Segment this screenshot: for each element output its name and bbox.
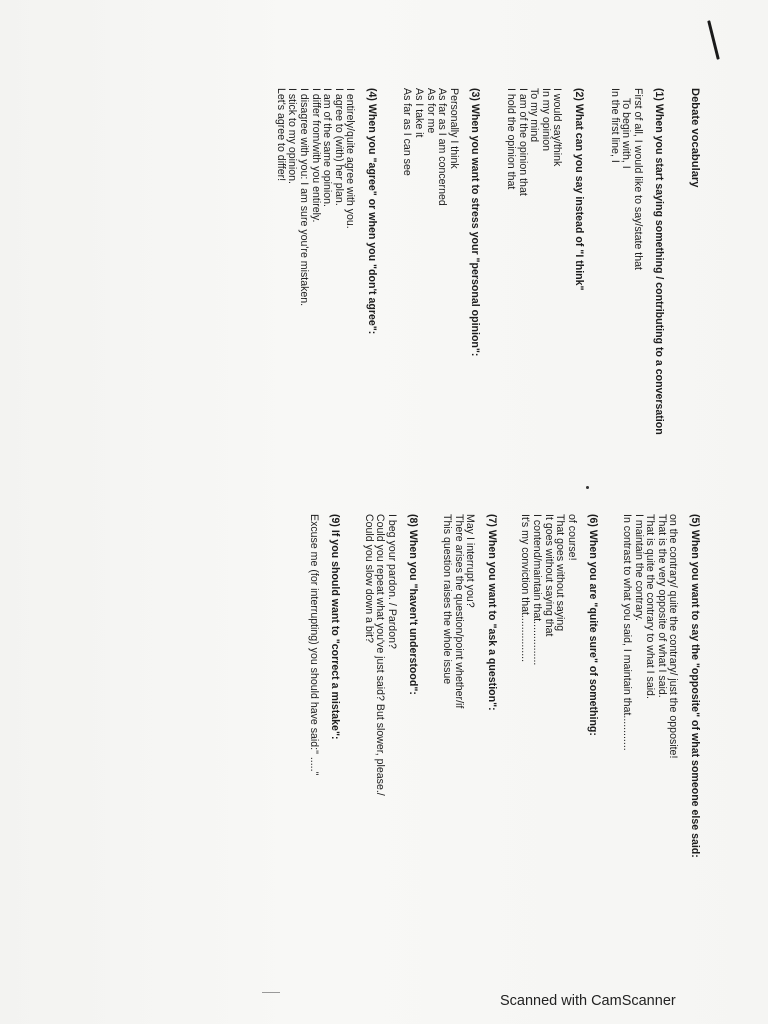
section-heading: (5) When you want to say the "opposite" of what someone else said:: [689, 514, 701, 858]
phrase-line: As far as I am concerned: [436, 88, 449, 206]
document-title: Debate vocabulary: [689, 88, 701, 188]
phrase-line: of course!: [565, 514, 578, 561]
phrase-line: Personally I think: [447, 88, 460, 169]
section-6: [519, 514, 599, 954]
left-column: [250, 88, 700, 528]
phrase-line: It goes without saying that: [542, 514, 555, 637]
phrase-line: on the contrary/ quite the contrary/ just the opposite!: [667, 514, 680, 759]
phrase-line: In contrast to what you said, I maintain that............: [621, 514, 634, 751]
phrase-line: I beg your pardon. / Pardon?: [385, 514, 398, 649]
phrase-line: May I interrupt you?: [464, 514, 477, 608]
phrase-line: As far as I can see: [401, 88, 414, 176]
phrase-line: That is quite the contrary to what I said.: [644, 514, 657, 699]
phrase-line: To my mind: [528, 88, 541, 143]
phrase-line: Could you repeat what you've just said? But slower, please./: [374, 514, 387, 796]
phrase-line: I contend/maintain that...............: [531, 514, 544, 666]
section-heading: (7) When you want to "ask a question":: [485, 514, 498, 711]
phrase-line: I am of the same opinion.: [321, 88, 334, 207]
section-heading: (9) If you should want to "correct a mistake":: [329, 514, 342, 740]
phrase-line: There arises the question/point whether/if: [452, 514, 465, 709]
section-heading: (8) When you "haven't understood":: [407, 514, 420, 695]
section-heading: (3) When you want to stress your "personal opinion":: [469, 88, 482, 357]
phrase-line: I maintain the contrary.: [632, 514, 645, 621]
phrase-line: Let's agree to differ!: [274, 88, 287, 182]
scan-artifact-dash: [262, 992, 280, 993]
phrase-line: That goes without saying: [554, 514, 567, 632]
phrase-line: It's my conviction that................: [519, 514, 532, 663]
section-heading: (1) When you start saying something / contributing to a conversation: [653, 88, 666, 435]
section-heading: (2) What can you say instead of "I think": [573, 88, 586, 291]
phrase-line: Could you slow down a bit?: [362, 514, 375, 643]
phrase-line: I stick to my opinion.: [286, 88, 299, 184]
phrase-line: First of all, I would like to say/state that: [631, 88, 644, 270]
phrase-line: I agree to (with) her plan.: [332, 88, 345, 206]
phrase-line: To begin with, I: [620, 98, 633, 169]
phrase-line: I disagree with you: I am sure you're mistaken.: [297, 88, 310, 307]
phrase-line: This question raises the whole issue: [441, 514, 454, 685]
phrase-line: I differ from/with you entirely.: [309, 88, 322, 223]
phrase-line: That is the very opposite of what I said.: [655, 514, 668, 698]
phrase-line: Excuse me (for interrupting) you should have said:" .....": [307, 514, 320, 776]
phrase-line: I hold the opinion that: [505, 88, 518, 190]
section-9: [307, 514, 340, 954]
phrase-line: I entirely/quite agree with you.: [344, 88, 357, 229]
section-2: [504, 88, 584, 528]
section-4: [274, 88, 377, 528]
section-8: [362, 514, 418, 954]
section-7: [441, 514, 497, 954]
camscanner-watermark: Scanned with CamScanner: [500, 993, 676, 1009]
section-5: [620, 514, 700, 954]
pen-stroke-mark: [707, 20, 720, 60]
phrase-line: In the first line, I: [608, 88, 621, 163]
phrase-line: As I take it: [413, 88, 426, 138]
section-3: [401, 88, 481, 528]
phrase-line: I would say/think: [551, 88, 564, 167]
section-1: [608, 88, 664, 528]
right-column: [285, 514, 700, 954]
section-heading: (6) When you are "quite sure" of something:: [587, 514, 600, 736]
phrase-line: As for me: [424, 88, 437, 134]
phrase-line: In my opinion: [539, 88, 552, 152]
section-heading: (4) When you "agree" or when you "don't agree":: [365, 88, 378, 335]
phrase-line: I am of the opinion that: [516, 88, 529, 196]
rotated-document: [80, 88, 700, 948]
